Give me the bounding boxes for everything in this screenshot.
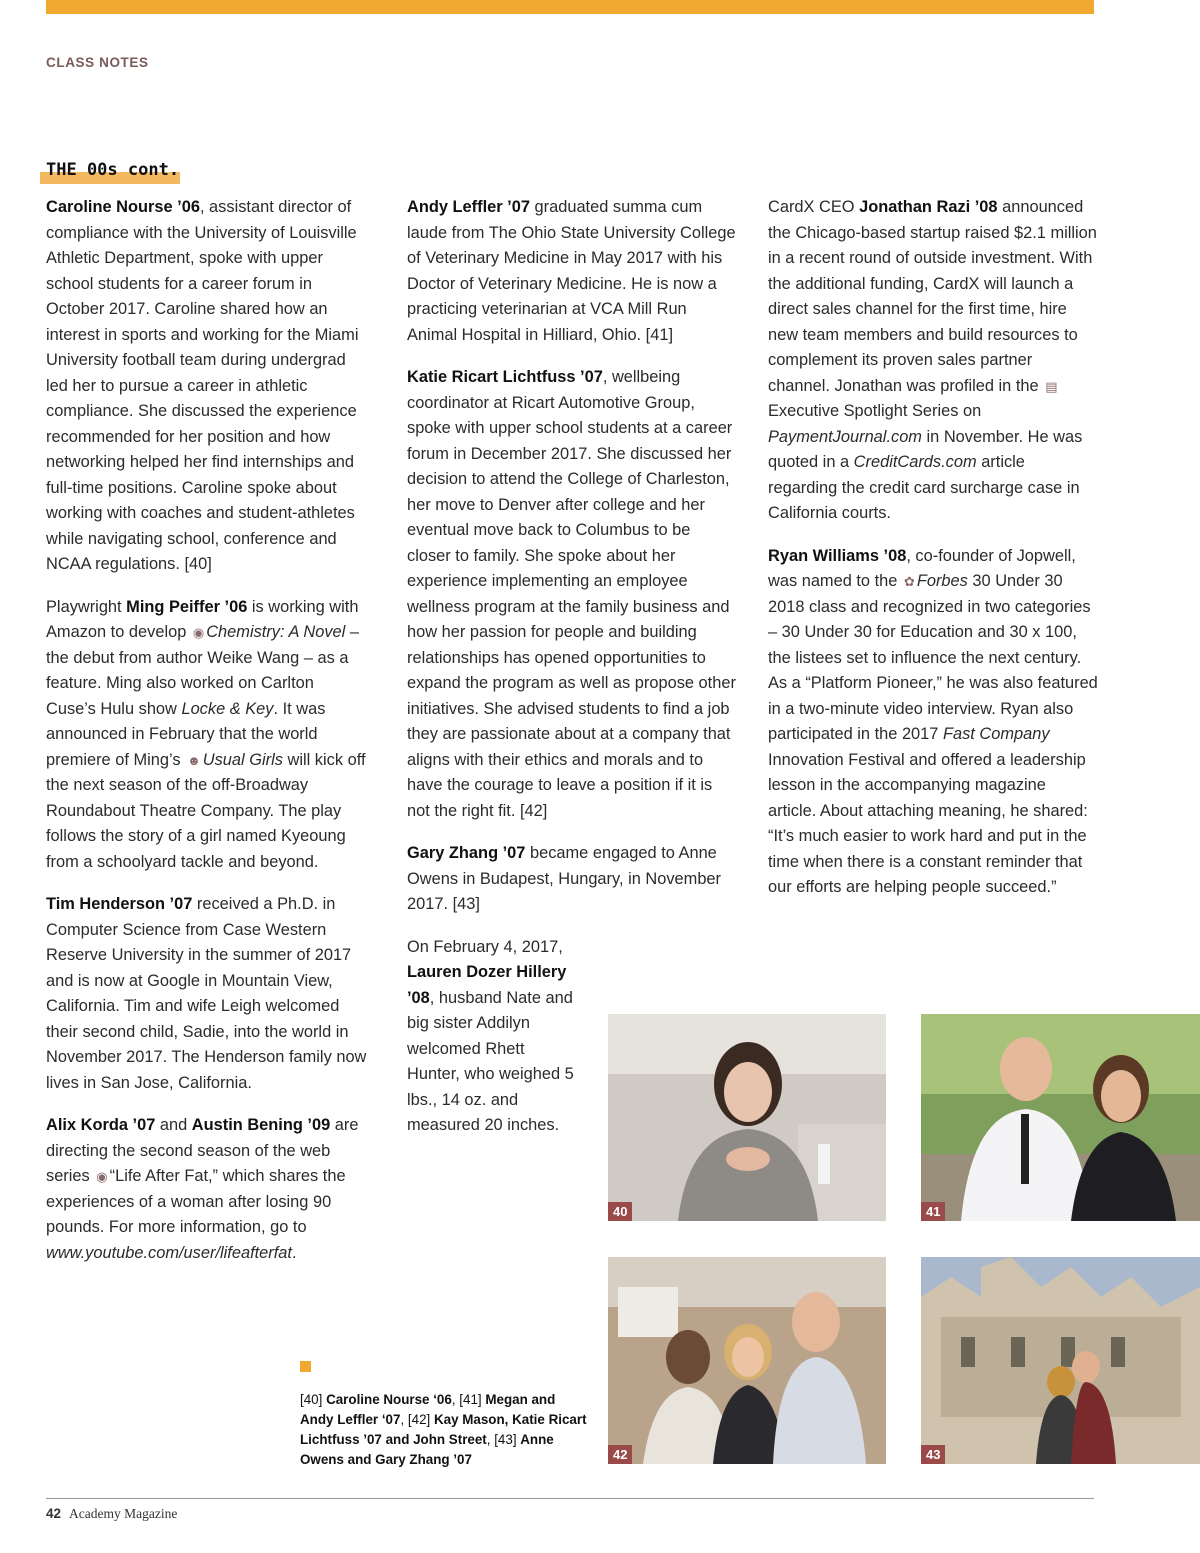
youtube-link[interactable]: www.youtube.com/user/lifeafterfat: [46, 1243, 292, 1262]
note-text: Innovation Festival and offered a leadership lesson in the accompanying magazine article. About attaching meaning, he shared: “It’s much easier to work hard and put in the time when there is a constant reminder that our efforts are helping people succeed.”: [768, 750, 1088, 896]
film-camera-icon: ◉: [192, 625, 205, 640]
film-camera-icon: ◉: [96, 1169, 108, 1184]
top-accent-bar: [46, 0, 1094, 14]
note-lauren-hillery: [407, 935, 577, 1139]
section-heading: [40, 160, 179, 180]
note-text: , husband Nate and big sister Addilyn welcomed Rhett Hunter, who weighed 5 lbs., 14 oz. and measured 20 inches.: [407, 988, 574, 1134]
note-text: , assistant director of compliance with the University of Louisville Athletic Department, spoke with upper school students for a career forum in October 2017. Caroline shared how an interest in sports and working for the Miami University football team during undergrad led her to pursue a career in athletic compliance. She discussed the experience recommended for her position and how networking helped her find internships and full-time positions. Caroline spoke about working with coaches and student-athletes while navigating school, conference and NCAA regulations. [40]: [46, 198, 359, 573]
title-text: Fast Company: [942, 725, 1050, 743]
photo-42: [608, 1257, 886, 1464]
note-text: , co-founder of Jopwell, was named to the: [768, 546, 1076, 590]
magazine-name: Academy Magazine: [69, 1506, 178, 1521]
note-text: On February 4, 2017,: [407, 937, 563, 956]
column-2: [407, 195, 737, 1156]
photo-label: 40: [608, 1202, 632, 1221]
note-text: are directing the second season of the web series: [46, 1116, 359, 1185]
note-text: . It was announced in February that the world premiere of Ming’s: [46, 699, 326, 769]
photo-41: [921, 1014, 1200, 1221]
photo-42-image: [608, 1257, 886, 1464]
note-text: .: [291, 1243, 297, 1262]
page-number: 42: [46, 1506, 62, 1521]
note-text: Executive Spotlight Series on: [768, 402, 982, 420]
photo-label: 43: [921, 1445, 945, 1464]
column-3: [768, 195, 1098, 918]
photo-label: 42: [608, 1445, 632, 1464]
alum-name: Katie Ricart Lichtfuss ’07: [407, 368, 603, 386]
alum-name: Ming Peiffer ’06: [126, 597, 248, 616]
alum-name: Jonathan Razi ’08: [859, 198, 998, 216]
alum-name: Austin Bening ’09: [191, 1116, 331, 1134]
caption-name: Kay Mason, Katie Ricart Lichtfuss ’07 and John Street: [300, 1412, 587, 1447]
caption-ref: [40]: [300, 1392, 327, 1407]
note-andy-leffler: [407, 195, 737, 348]
alum-name: Alix Korda ’07: [46, 1116, 156, 1134]
title-text: Forbes: [916, 572, 968, 590]
note-text: article regarding the credit card surcharge case in California courts.: [768, 453, 1080, 522]
caption-marker: [300, 1361, 311, 1372]
note-text: in November. He was quoted in a: [768, 427, 1083, 471]
note-text: announced the Chicago-based startup raised $2.1 million in a recent round of outside investment. With the additional funding, CardX will launch a direct sales channel for the first time, hire new team members and build resources to complement its proven sales partner channel. Jonathan was profiled in the: [768, 198, 1097, 395]
caption-name: Anne Owens and Gary Zhang ’07: [300, 1432, 554, 1467]
alum-name: Ryan Williams ’08: [768, 546, 907, 565]
note-caroline-nourse: [46, 195, 368, 578]
open-book-icon: ▤: [1045, 378, 1058, 394]
heading-text: THE 00s cont.: [46, 160, 180, 180]
photo-41-image: [921, 1014, 1200, 1221]
alum-name: Tim Henderson ’07: [46, 895, 193, 913]
photo-40: [608, 1014, 886, 1221]
note-text: received a Ph.D. in Computer Science from Case Western Reserve University in the summer of 2017 and is now at Google in Mountain View, California. Tim and wife Leigh welcomed their second child, Sadie, into the world in November 2017. The Henderson family now lives in San Jose, California.: [46, 895, 367, 1092]
photo-43: [921, 1257, 1200, 1464]
photo-label: 41: [921, 1202, 945, 1221]
alum-name: Lauren Dozer Hillery ’08: [407, 963, 567, 1007]
photo-40-image: [608, 1014, 886, 1221]
alum-name: Caroline Nourse ’06: [46, 198, 200, 216]
alum-name: Andy Leffler ’07: [407, 198, 530, 216]
title-text: Usual Girls: [202, 750, 283, 769]
note-text: – the debut from author Weike Wang – as a feature. Ming also worked on Carlton Cuse’s Hulu show: [46, 623, 359, 718]
award-ribbon-icon: ✿: [903, 574, 915, 589]
note-gary-zhang: [407, 841, 737, 918]
footer-rule: [46, 1498, 1094, 1499]
note-ryan-williams: [768, 544, 1098, 901]
note-text: Playwright: [46, 597, 127, 616]
note-text: will kick off the next season of the off-Broadway Roundabout Theatre Company. The play follows the story of a girl named Kyeoung from a schoolyard tackle and beyond.: [46, 750, 366, 871]
note-text: and: [155, 1116, 192, 1134]
caption-name: Caroline Nourse ‘06: [326, 1392, 452, 1407]
title-text: CreditCards.com: [853, 453, 977, 471]
column-1: [46, 195, 368, 1283]
note-text: is working with Amazon to develop: [46, 597, 359, 641]
note-text: CardX CEO: [768, 198, 860, 216]
page-footer: [46, 1506, 177, 1522]
note-jonathan-razi: [768, 195, 1098, 527]
note-text: became engaged to Anne Owens in Budapest, Hungary, in November 2017. [43]: [407, 844, 722, 913]
note-text: “Life After Fat,” which shares the experiences of a woman after losing 90 pounds. For more information, go to: [46, 1167, 346, 1236]
note-text: graduated summa cum laude from The Ohio State University College of Veterinary Medicine in May 2017 with his Doctor of Veterinary Medicine. He is now a practicing veterinarian at VCA Mill Run Animal Hospital in Hilliard, Ohio. [41]: [407, 198, 736, 344]
alum-name: Gary Zhang ’07: [407, 844, 526, 862]
note-katie-ricart-lichtfuss: [407, 365, 737, 824]
title-text: Locke & Key: [181, 699, 274, 718]
title-text: Chemistry: A Novel: [206, 623, 346, 641]
title-text: PaymentJournal.com: [768, 427, 922, 446]
note-ming-peiffer: [46, 595, 368, 876]
note-tim-henderson: [46, 892, 368, 1096]
section-label: CLASS NOTES: [46, 55, 149, 70]
caption-name: Megan and Andy Leffler ‘07: [300, 1392, 556, 1427]
note-text: , wellbeing coordinator at Ricart Automotive Group, spoke with upper school students at a career forum in December 2017. She discussed her decision to attend the College of Charleston, her move to Denver after college and her eventual move back to Columbus to be closer to family. She spoke about her experience implementing an employee wellness program at the family business and how her passion for people and building relationships has opened opportunities to expand the program as well as propose other initiatives. She advised students to find a job they are passionate about at a company that aligns with their ethics and morals and to have the courage to leave a position if it is not the right fit. [42]: [407, 368, 736, 820]
note-text: 30 Under 30 2018 class and recognized in two categories – 30 Under 30 for Education and 30 x 100, the listees set to influence the next century. As a “Platform Pioneer,” he was also featured in a two-minute video interview. Ryan also participated in the 2017: [768, 572, 1098, 743]
caption-ref: , [43]: [486, 1432, 521, 1447]
caption-ref: , [42]: [400, 1412, 434, 1427]
photo-43-image: [921, 1257, 1200, 1464]
photo-caption: [300, 1390, 590, 1470]
note-alix-korda: [46, 1113, 368, 1266]
caption-ref: , [41]: [451, 1392, 486, 1407]
theater-masks-icon: ☻: [187, 752, 201, 768]
